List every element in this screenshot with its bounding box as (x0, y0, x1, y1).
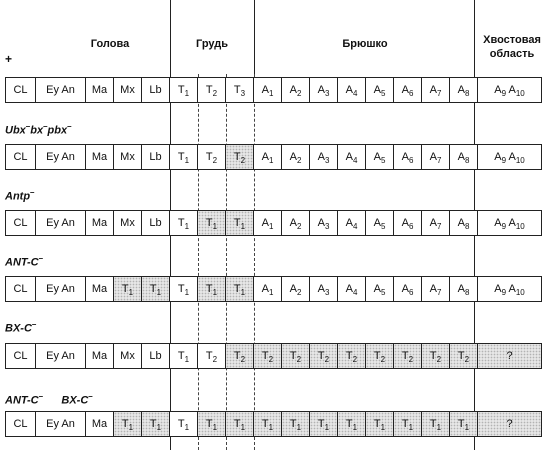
segment-cell: $T_1$ (226, 277, 254, 301)
segment-cell: Ey An (36, 412, 86, 436)
segment-cell: $A_8$ (450, 78, 478, 102)
segment-cell: $A_2$ (282, 277, 310, 301)
segment-cell: $T_1$ (170, 412, 198, 436)
segment-cell: $T_1$ (226, 412, 254, 436)
segment-cell: $A_2$ (282, 78, 310, 102)
segment-cell: $A_7$ (422, 78, 450, 102)
thorax-abdomen-boundary (254, 74, 255, 450)
segment-cell: $T_2$ (198, 344, 226, 368)
segment-cell: $T_1$ (114, 412, 142, 436)
segment-cell: $T_2$ (198, 78, 226, 102)
segment-cell: Ey An (36, 344, 86, 368)
segment-cell: CL (6, 78, 36, 102)
segment-cell: $T_1$ (366, 412, 394, 436)
segment-cell: $T_1$ (226, 211, 254, 235)
segment-cell: $T_2$ (254, 344, 282, 368)
segment-cell: Lb (142, 344, 170, 368)
segment-cell: Ma (86, 211, 114, 235)
segment-cell: $A_5$ (366, 211, 394, 235)
segment-cell: Lb (142, 78, 170, 102)
segment-cell: Mx (114, 78, 142, 102)
thorax-abdomen-boundary-top (254, 0, 255, 74)
segment-cell: $A_3$ (310, 277, 338, 301)
segment-cell: $T_1$ (170, 344, 198, 368)
segment-cell: $T_1$ (114, 277, 142, 301)
segment-cell: $A_7$ (422, 277, 450, 301)
segment-cell: $A_8$ (450, 145, 478, 169)
segment-cell: $A_9$ $A_{10}$ (494, 84, 525, 99)
segment-cell: Ey An (36, 277, 86, 301)
segment-cell: $T_2$ (226, 344, 254, 368)
segment-cell: $A_4$ (338, 211, 366, 235)
segment-cell: $T_1$ (170, 78, 198, 102)
segment-cell: $A_6$ (394, 78, 422, 102)
segment-cell: Ey An (36, 211, 86, 235)
segment-cell: Ma (86, 78, 114, 102)
segment-cell: Ey An (36, 145, 86, 169)
segment-cell: CL (6, 145, 36, 169)
region-abdomen-title: Брюшко (342, 38, 388, 50)
segment-cell: $T_2$ (422, 344, 450, 368)
region-head-title: Голова (90, 38, 130, 50)
segment-cell: Lb (142, 211, 170, 235)
segment-cell: Mx (114, 145, 142, 169)
t2-t3-boundary (226, 74, 227, 450)
segment-cell: $T_2$ (226, 145, 254, 169)
genotype-label: ANT-C– (5, 254, 44, 269)
segment-cell: Ey An (36, 78, 86, 102)
segment-cell: $A_3$ (310, 145, 338, 169)
segment-cell: CL (6, 412, 36, 436)
segment-cell: $T_1$ (394, 412, 422, 436)
segment-cell: $A_8$ (450, 277, 478, 301)
segment-cell: $T_1$ (450, 412, 478, 436)
segment-cell: $A_6$ (394, 145, 422, 169)
segment-cell: CL (6, 277, 36, 301)
segment-cell: $T_3$ (226, 78, 254, 102)
segment-cell: Ma (86, 277, 114, 301)
segment-cell: $T_1$ (338, 412, 366, 436)
genotype-label: + (5, 52, 13, 66)
segment-cell: $T_1$ (198, 211, 226, 235)
segment-cell: $A_1$ (254, 78, 282, 102)
segment-cell: ? (478, 412, 541, 436)
genotype-label: Ubx–bx–pbx– (5, 122, 72, 137)
segment-cell: $A_9$ $A_{10}$ (494, 151, 525, 166)
segment-cell: $T_1$ (170, 145, 198, 169)
segment-cell: $A_4$ (338, 277, 366, 301)
segment-row (5, 77, 542, 103)
segment-cell: $A_5$ (366, 145, 394, 169)
segment-cell: $A_2$ (282, 211, 310, 235)
segment-cell: Ma (86, 344, 114, 368)
segment-cell: $A_6$ (394, 211, 422, 235)
segment-cell: $A_3$ (310, 78, 338, 102)
segment-cell: $T_2$ (366, 344, 394, 368)
segment-cell: $T_2$ (198, 145, 226, 169)
segment-cell: $T_2$ (282, 344, 310, 368)
genotype-label: ANT-C– BX-C– (5, 392, 93, 407)
segment-cell: $T_2$ (338, 344, 366, 368)
genotype-label: Antp– (5, 188, 35, 203)
segment-cell: Mx (114, 344, 142, 368)
segment-row (5, 276, 542, 302)
segment-cell: Ma (86, 145, 114, 169)
genotype-label: BX-C– (5, 320, 37, 335)
segment-cell: $T_1$ (254, 412, 282, 436)
segment-cell: $T_2$ (450, 344, 478, 368)
segment-cell: $A_7$ (422, 145, 450, 169)
segment-cell: $A_8$ (450, 211, 478, 235)
segment-cell: $A_2$ (282, 145, 310, 169)
segment-cell: $T_1$ (310, 412, 338, 436)
segment-cell: $A_1$ (254, 277, 282, 301)
segment-cell: $T_1$ (142, 412, 170, 436)
segment-row (5, 343, 542, 369)
segment-cell: $A_9$ $A_{10}$ (494, 283, 525, 298)
segment-row (5, 411, 542, 437)
segment-cell: Mx (114, 211, 142, 235)
segment-cell: $A_4$ (338, 78, 366, 102)
segment-cell: $T_1$ (198, 277, 226, 301)
segment-cell: $A_4$ (338, 145, 366, 169)
t1-t2-boundary (198, 74, 199, 450)
segment-cell: $A_1$ (254, 211, 282, 235)
segment-cell: $T_1$ (142, 277, 170, 301)
segment-cell: $A_5$ (366, 78, 394, 102)
segment-cell: $T_1$ (170, 277, 198, 301)
segment-cell: $T_1$ (170, 211, 198, 235)
segment-cell: $A_7$ (422, 211, 450, 235)
segment-cell: $T_2$ (310, 344, 338, 368)
segment-cell: $A_9$ $A_{10}$ (494, 217, 525, 232)
segment-cell: $T_1$ (198, 412, 226, 436)
region-tail-title: Хвостовая область (483, 34, 541, 60)
segment-cell: Lb (142, 145, 170, 169)
segment-cell: $A_6$ (394, 277, 422, 301)
segment-row (5, 210, 542, 236)
segment-cell: Ma (86, 412, 114, 436)
segment-row (5, 144, 542, 170)
segment-cell: ? (478, 344, 541, 368)
segment-cell: CL (6, 211, 36, 235)
segment-cell: $T_1$ (422, 412, 450, 436)
segment-cell: $A_5$ (366, 277, 394, 301)
segment-cell: $A_1$ (254, 145, 282, 169)
segment-cell: $T_2$ (394, 344, 422, 368)
segment-cell: $T_1$ (282, 412, 310, 436)
segment-cell: CL (6, 344, 36, 368)
region-thorax-title: Грудь (196, 38, 228, 50)
segment-cell: $A_3$ (310, 211, 338, 235)
